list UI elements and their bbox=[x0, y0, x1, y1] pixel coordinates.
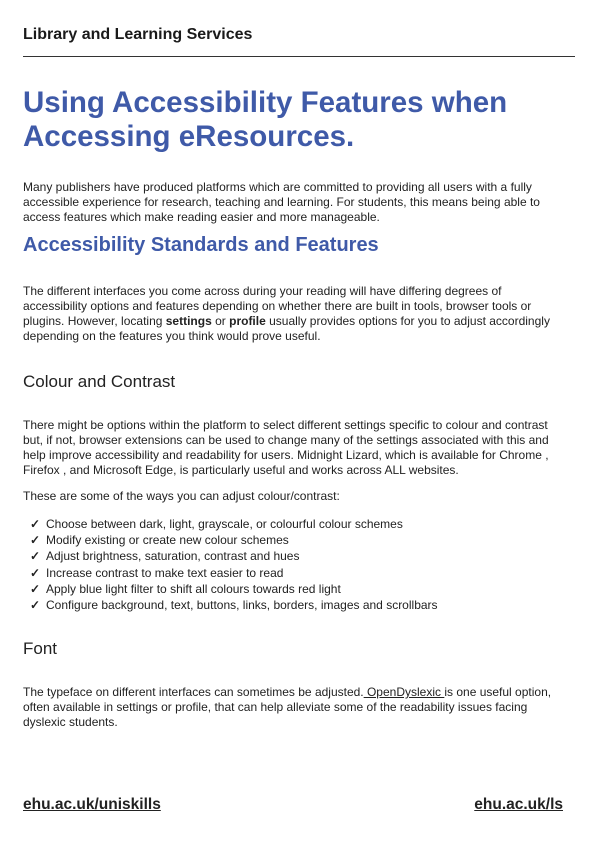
standards-text-before: The different interfaces you come across during your reading will have differing degrees of accessibility options and features depending on whether there are built in tools, browser tools or plugins. However, locating bbox=[23, 284, 532, 328]
colour-paragraph: There might be options within the platform to select different settings specific to colour and contrast but, if not, browser extensions can be used to change many of the settings associated with this and help improve accessibility and readability for users. Midnight Lizard, which is available for Chrome , Firefox , and Microsoft Edge, is particularly useful and works across ALL websites. bbox=[23, 418, 549, 477]
colour-contrast-heading: Colour and Contrast bbox=[23, 372, 176, 391]
standards-heading: Accessibility Standards and Features bbox=[23, 234, 379, 256]
list-item bbox=[30, 532, 438, 548]
list-item-text: Increase contrast to make text easier to read bbox=[46, 565, 284, 580]
check-icon: ✓ bbox=[30, 598, 41, 613]
list-item-text: Modify existing or create new colour schemes bbox=[46, 533, 289, 548]
standards-or: or bbox=[211, 314, 230, 328]
list-item bbox=[30, 565, 438, 581]
check-icon: ✓ bbox=[30, 565, 41, 580]
font-paragraph bbox=[23, 685, 563, 730]
font-heading: Font bbox=[23, 639, 58, 658]
profile-term: profile bbox=[229, 314, 266, 328]
font-text-before: The typeface on different interfaces can sometimes be adjusted. bbox=[23, 685, 364, 699]
standards-text-after: usually provides options for you to adjust accordingly depending on the features you think would prove useful. bbox=[23, 314, 550, 343]
uniskills-link[interactable]: ehu.ac.uk/uniskills bbox=[23, 796, 161, 813]
header-title: Library and Learning Services bbox=[23, 26, 253, 43]
check-icon: ✓ bbox=[30, 549, 41, 564]
intro-paragraph: Many publishers have produced platforms which are committed to providing all users with a fully accessible experience for research, teaching and learning. For students, this means being able to access features which make reading easier and more manageable. bbox=[23, 180, 540, 224]
list-item-text: Apply blue light filter to shift all colours towards red light bbox=[46, 581, 341, 596]
list-item bbox=[30, 548, 438, 564]
list-item bbox=[30, 581, 438, 597]
check-icon: ✓ bbox=[30, 533, 41, 548]
list-item bbox=[30, 516, 438, 532]
check-icon: ✓ bbox=[30, 517, 41, 531]
settings-term: settings bbox=[165, 314, 212, 328]
header-divider bbox=[23, 56, 575, 57]
list-item bbox=[30, 597, 438, 613]
standards-paragraph bbox=[23, 284, 563, 344]
page-title: Using Accessibility Features when Accessing eResources. bbox=[23, 86, 508, 153]
colour-options-list bbox=[30, 516, 438, 613]
list-item-text: Configure background, text, buttons, links, borders, images and scrollbars bbox=[46, 598, 438, 613]
list-item-text: Choose between dark, light, grayscale, or colourful colour schemes bbox=[46, 517, 403, 531]
list-item-text: Adjust brightness, saturation, contrast and hues bbox=[46, 549, 300, 564]
check-icon: ✓ bbox=[30, 581, 41, 596]
ls-link[interactable]: ehu.ac.uk/ls bbox=[474, 796, 563, 813]
font-text-after: is one useful option, often available in settings or profile, that can help alleviate some of the readability issues facing dyslexic students. bbox=[23, 685, 552, 729]
opendyslexic-link[interactable]: OpenDyslexic bbox=[363, 685, 445, 699]
ways-intro: These are some of the ways you can adjust colour/contrast: bbox=[23, 489, 340, 503]
